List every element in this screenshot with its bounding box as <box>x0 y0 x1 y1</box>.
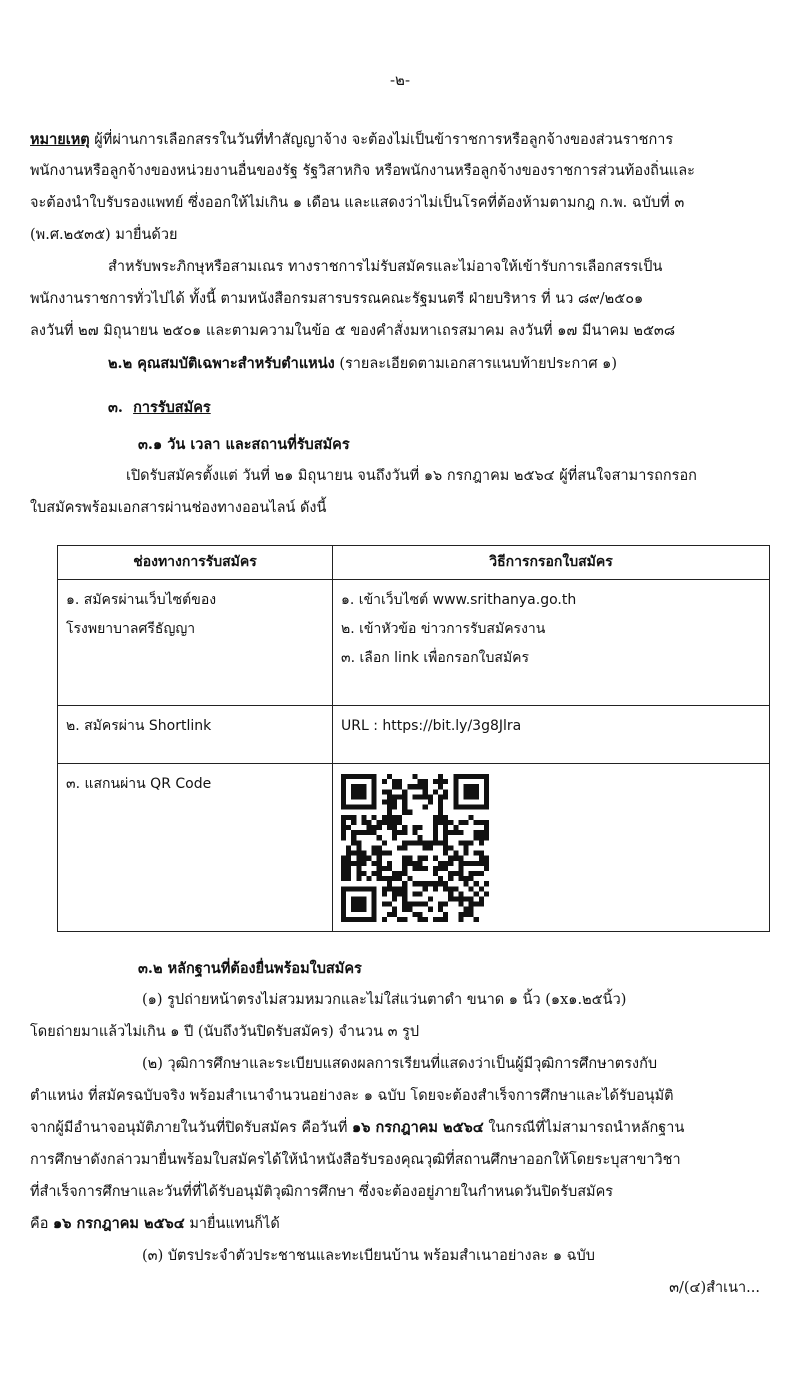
remark-line-3: จะต้องนำใบรับรองแพทย์ ซึ่งออกให้ไม่เกิน ๑ เดือน และแสดงว่าไม่เป็นโรคที่ต้องห้ามตามกฎ ก.พ. ฉบับที่ ๓ <box>30 195 685 211</box>
website-step-1[interactable]: ๑. เข้าเว็บไซต์ www.srithanya.go.th <box>341 592 577 608</box>
table-header-row <box>58 546 770 580</box>
continued-marker: ๓/(๔)สำเนา... <box>669 1280 760 1296</box>
item-2-line-5: ที่สำเร็จการศึกษาและวันที่ที่ได้รับอนุมัติวุฒิการศึกษา ซึ่งจะต้องอยู่ภายในกำหนดวันปิดรับสมัคร <box>30 1184 614 1200</box>
section-2-2-note: (รายละเอียดตามเอกสารแนบท้ายประกาศ ๑) <box>339 356 618 372</box>
qr-code-icon[interactable] <box>341 774 489 922</box>
shortlink-url[interactable]: URL : https://bit.ly/3g8Jlra <box>333 706 770 764</box>
remark-line-4: (พ.ศ.๒๕๓๕) มายื่นด้วย <box>30 227 178 243</box>
item-1-line-1: (๑) รูปถ่ายหน้าตรงไม่สวมหมวกและไม่ใส่แว่นตาดำ ขนาด ๑ นิ้ว (๑x๑.๒๕นิ้ว) <box>142 992 627 1008</box>
header-channel: ช่องทางการรับสมัคร <box>58 546 333 580</box>
item-2-line-2: ตำแหน่ง ที่สมัครฉบับจริง พร้อมสำเนาจำนวนอย่างละ ๑ ฉบับ โดยจะต้องสำเร็จการศึกษาและได้รับอนุมัติ <box>30 1088 674 1104</box>
channel-qr-cell: ๓. แสกนผ่าน QR Code <box>58 764 333 932</box>
item-2-line-1: (๒) วุฒิการศึกษาและระเบียบแสดงผลการเรียนที่แสดงว่าเป็นผู้มีวุฒิการศึกษาตรงกับ <box>142 1056 658 1072</box>
qr-cell <box>333 764 770 932</box>
remark-line-1: หมายเหตุ ผู้ที่ผ่านการเลือกสรรในวันที่ทำสัญญาจ้าง จะต้องไม่เป็นข้าราชการหรือลูกจ้างของส่วนราชการ <box>30 131 674 148</box>
channel-website-cell: ๑. สมัครผ่านเว็บไซต์ของ โรงพยาบาลศรีธัญญา <box>58 580 333 706</box>
item-2-line-4: การศึกษาดังกล่าวมายื่นพร้อมใบสมัครได้ให้นำหนังสือรับรองคุณวุฒิที่สถานศึกษาออกให้โดยระบุสาขาวิชา <box>30 1152 681 1168</box>
remark-label: หมายเหตุ <box>30 131 90 148</box>
section-3-2-title: ๓.๒ หลักฐานที่ต้องยื่นพร้อมใบสมัคร <box>138 960 362 977</box>
channel-shortlink-cell: ๒. สมัครผ่าน Shortlink <box>58 706 333 764</box>
table-row <box>58 706 770 764</box>
section-2-2-title: ๒.๒ คุณสมบัติเฉพาะสำหรับตำแหน่ง <box>108 355 335 372</box>
table-row <box>58 580 770 706</box>
closing-date: ๑๖ กรกฎาคม ๒๕๖๔ <box>352 1119 484 1136</box>
section-2-2 <box>108 352 617 375</box>
method-website-cell <box>333 580 770 706</box>
table-row <box>58 764 770 932</box>
section-3-1-line-1: เปิดรับสมัครตั้งแต่ วันที่ ๒๑ มิถุนายน จนถึงวันที่ ๑๖ กรกฎาคม ๒๕๖๔ ผู้ที่สนใจสามารถกรอก <box>126 468 697 484</box>
closing-date: ๑๖ กรกฎาคม ๒๕๖๔ <box>53 1215 185 1232</box>
page-number: -๒- <box>389 71 411 89</box>
remark-line-2: พนักงานหรือลูกจ้างของหน่วยงานอื่นของรัฐ รัฐวิสาหกิจ หรือพนักงานหรือลูกจ้างของราชการส่วนท้องถิ่นและ <box>30 163 695 179</box>
header-method: วิธีการกรอกใบสมัคร <box>333 546 770 580</box>
item-3: (๓) บัตรประจำตัวประชาชนและทะเบียนบ้าน พร้อมสำเนาอย่างละ ๑ ฉบับ <box>142 1248 595 1264</box>
website-step-3: ๓. เลือก link เพื่อกรอกใบสมัคร <box>341 650 530 666</box>
section-3-1-line-2: ใบสมัครพร้อมเอกสารผ่านช่องทางออนไลน์ ดังนี้ <box>30 500 327 516</box>
section-3-heading: ๓. การรับสมัคร <box>108 399 211 416</box>
monk-line-3: ลงวันที่ ๒๗ มิถุนายน ๒๕๐๑ และตามความในข้อ ๕ ของคำสั่งมหาเถรสมาคม ลงวันที่ ๑๗ มีนาคม ๒๕๓๘ <box>30 323 676 339</box>
monk-line-1: สำหรับพระภิกษุหรือสามเณร ทางราชการไม่รับสมัครและไม่อาจให้เข้ารับการเลือกสรรเป็น <box>108 259 663 275</box>
monk-line-2: พนักงานราชการทั่วไปได้ ทั้งนี้ ตามหนังสือกรมสารบรรณคณะรัฐมนตรี ฝ่ายบริหาร ที่ นว ๘๙/๒๕๐๑ <box>30 291 644 307</box>
website-step-2: ๒. เข้าหัวข้อ ข่าวการรับสมัครงาน <box>341 621 546 637</box>
application-channels-table <box>57 545 770 932</box>
item-1-line-2: โดยถ่ายมาแล้วไม่เกิน ๑ ปี (นับถึงวันปิดรับสมัคร) จำนวน ๓ รูป <box>30 1024 420 1040</box>
section-3-1-title: ๓.๑ วัน เวลา และสถานที่รับสมัคร <box>138 436 350 453</box>
item-2-line-3: จากผู้มีอำนาจอนุมัติภายในวันที่ปิดรับสมัคร คือวันที่ ๑๖ กรกฎาคม ๒๕๖๔ ในกรณีที่ไม่สามารถนำหลักฐาน <box>30 1119 685 1136</box>
item-2-line-6: คือ ๑๖ กรกฎาคม ๒๕๖๔ มายื่นแทนก็ได้ <box>30 1215 280 1232</box>
